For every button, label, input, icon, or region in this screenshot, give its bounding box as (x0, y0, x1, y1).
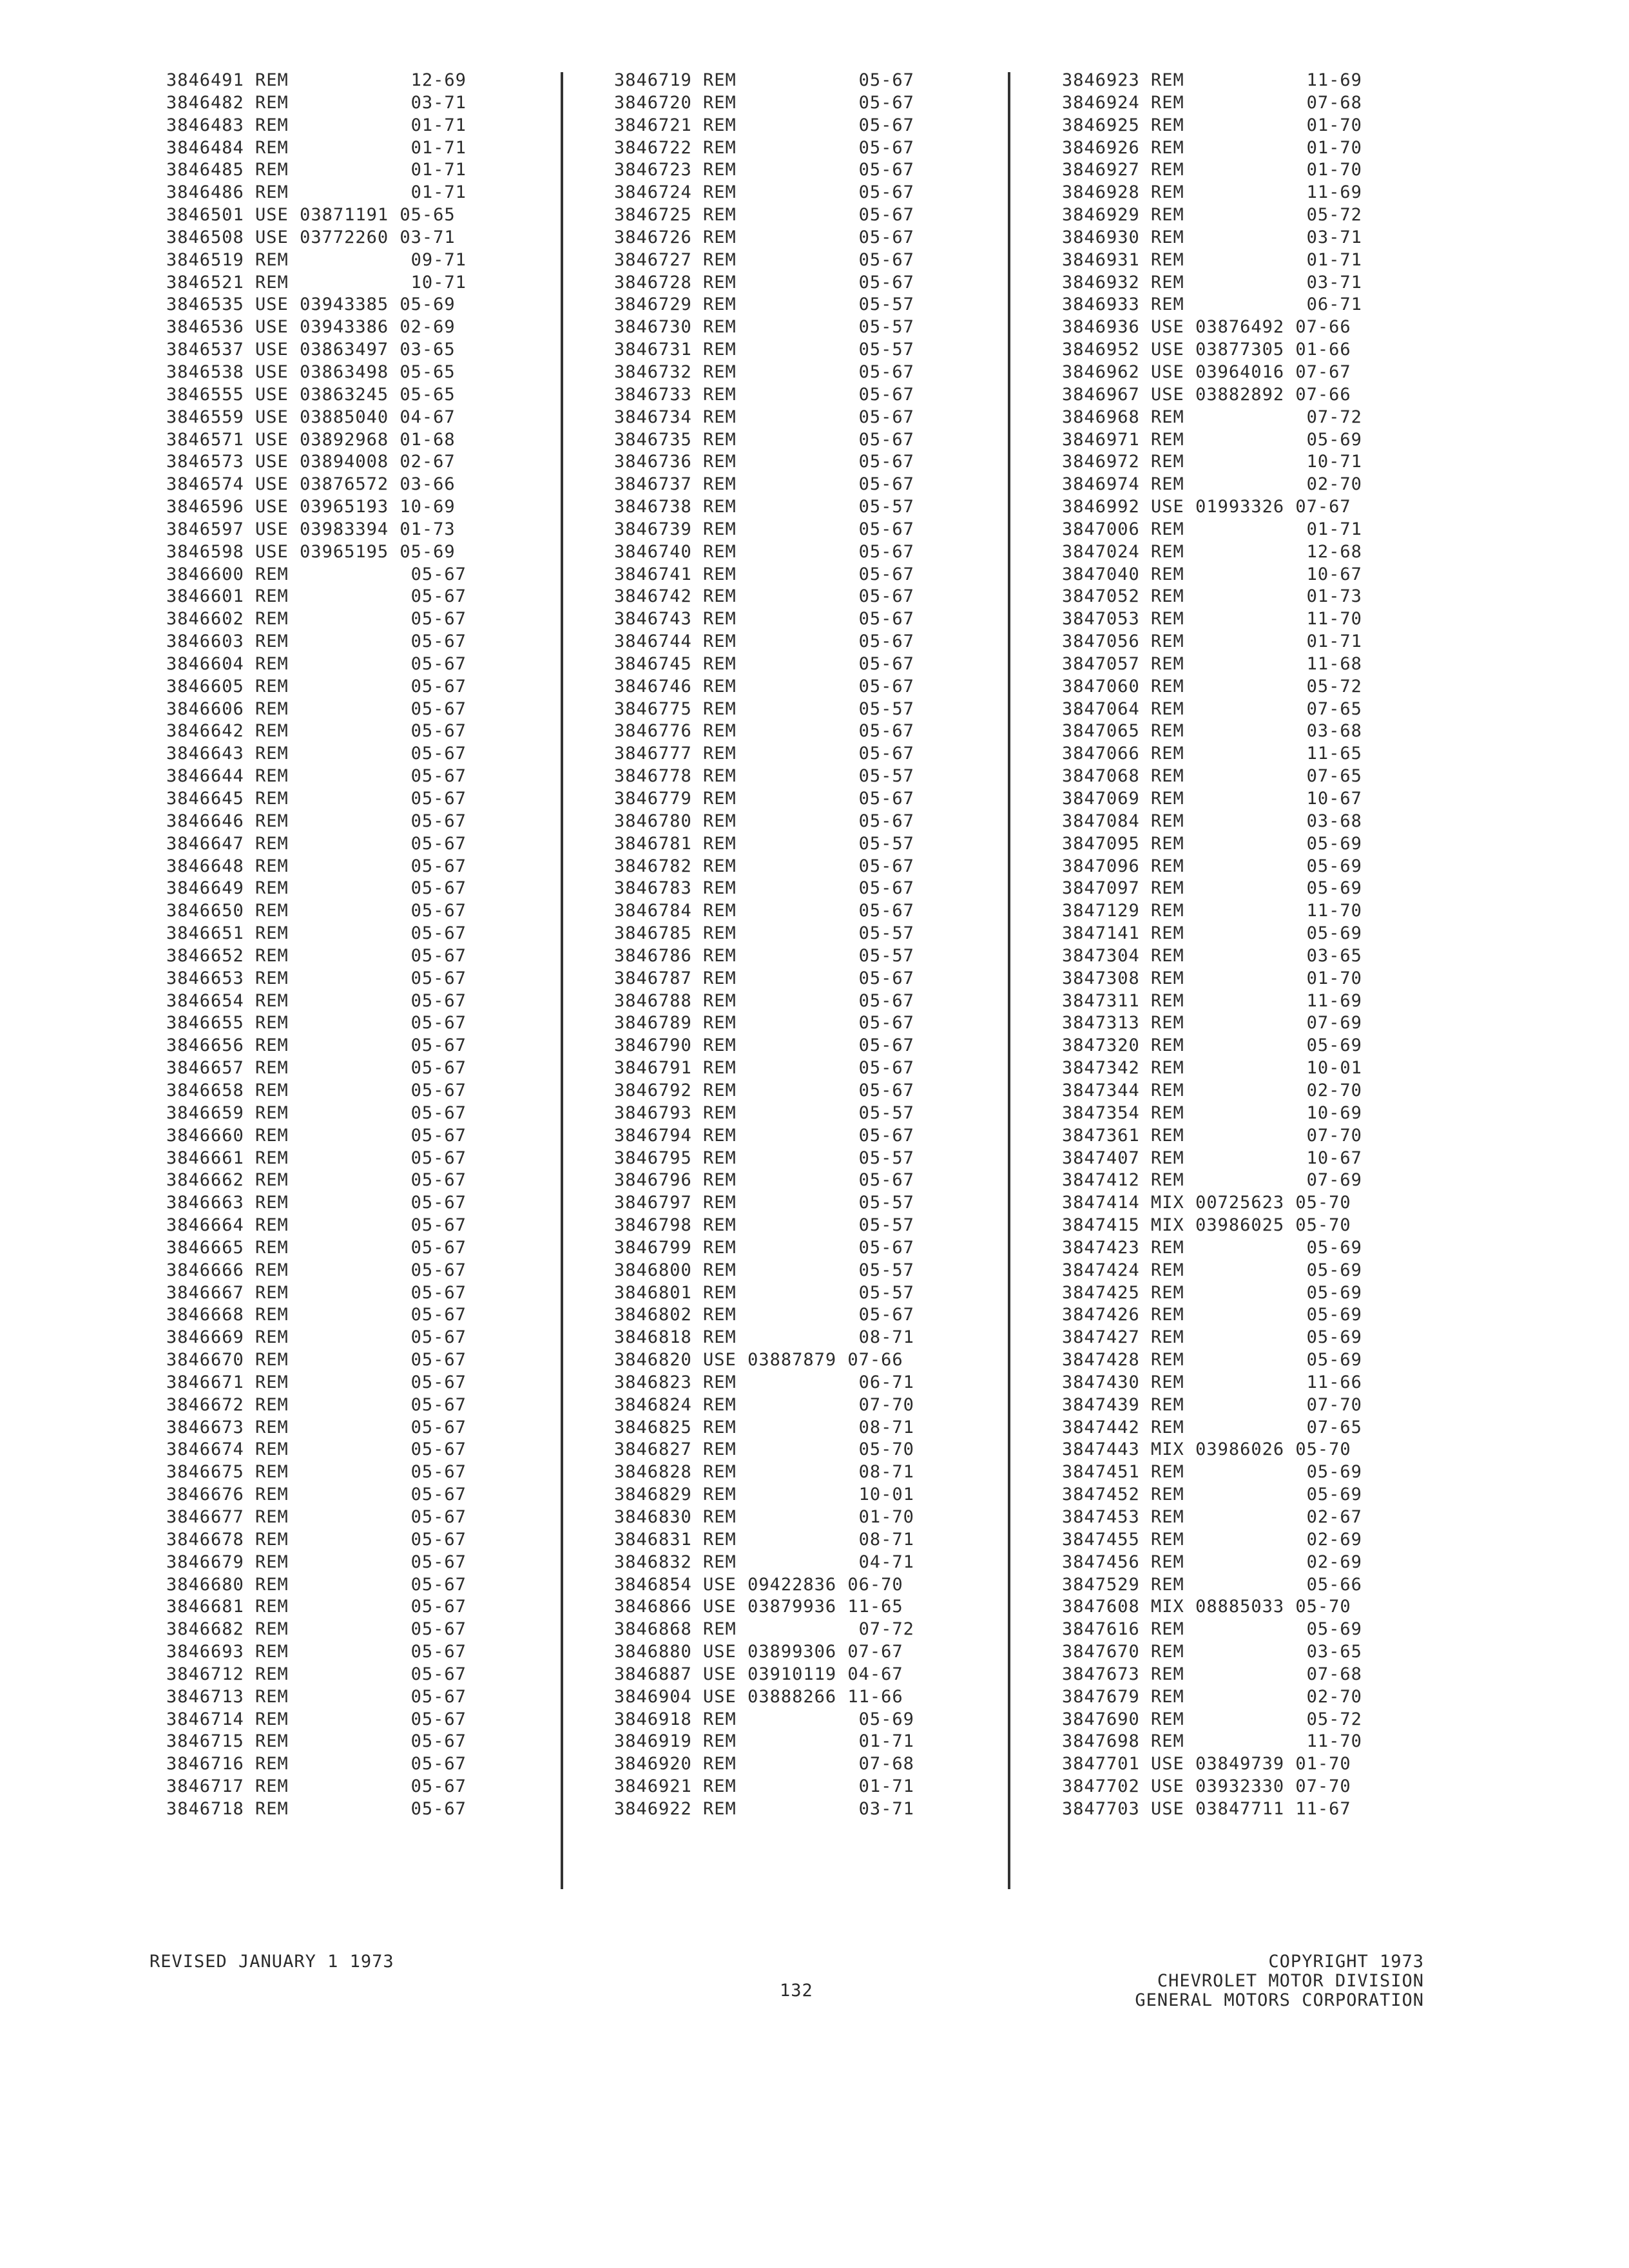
part-entry: 3846785 REM 05-57 (614, 923, 914, 944)
part-entry: 3846728 REM 05-67 (614, 272, 914, 293)
part-entry: 3846793 REM 05-57 (614, 1102, 914, 1123)
part-entry: 3847304 REM 03-65 (1062, 945, 1362, 966)
part-entry: 3846790 REM 05-67 (614, 1035, 914, 1056)
part-entry: 3846606 REM 05-67 (166, 698, 467, 719)
part-entry: 3847443 MIX 03986026 05-70 (1062, 1439, 1351, 1460)
part-entry: 3846962 USE 03964016 07-67 (1062, 361, 1351, 382)
part-entry: 3847064 REM 07-65 (1062, 698, 1362, 719)
part-entry: 3846555 USE 03863245 05-65 (166, 384, 456, 405)
part-entry: 3846801 REM 05-57 (614, 1282, 914, 1303)
part-entry: 3846602 REM 05-67 (166, 609, 467, 629)
part-entry: 3846787 REM 05-67 (614, 968, 914, 988)
part-entry: 3846738 REM 05-57 (614, 497, 914, 517)
part-entry: 3846719 REM 05-67 (614, 70, 914, 90)
part-entry: 3846597 USE 03983394 01-73 (166, 519, 456, 539)
part-entry: 3846739 REM 05-67 (614, 519, 914, 539)
part-entry: 3846731 REM 05-57 (614, 340, 914, 360)
part-entry: 3846932 REM 03-71 (1062, 272, 1362, 293)
part-entry: 3846830 REM 01-70 (614, 1507, 914, 1527)
part-entry: 3847690 REM 05-72 (1062, 1709, 1362, 1729)
part-entry: 3846796 REM 05-67 (614, 1170, 914, 1191)
part-entry: 3846971 REM 05-69 (1062, 429, 1362, 450)
part-entry: 3846972 REM 10-71 (1062, 452, 1362, 472)
part-entry: 3846779 REM 05-67 (614, 789, 914, 809)
column-divider (1008, 72, 1010, 1889)
part-entry: 3847069 REM 10-67 (1062, 789, 1362, 809)
part-entry: 3846660 REM 05-67 (166, 1125, 467, 1146)
part-entry: 3846795 REM 05-57 (614, 1148, 914, 1168)
part-entry: 3846723 REM 05-67 (614, 160, 914, 180)
part-entry: 3847428 REM 05-69 (1062, 1350, 1362, 1370)
part-entry: 3846926 REM 01-70 (1062, 137, 1362, 158)
part-entry: 3846936 USE 03876492 07-66 (1062, 317, 1351, 338)
part-entry: 3846573 USE 03894008 02-67 (166, 452, 456, 472)
part-entry: 3847423 REM 05-69 (1062, 1237, 1362, 1258)
part-entry: 3846974 REM 02-70 (1062, 474, 1362, 495)
part-entry: 3846521 REM 10-71 (166, 272, 467, 293)
part-entry: 3846727 REM 05-67 (614, 249, 914, 270)
part-entry: 3846799 REM 05-67 (614, 1237, 914, 1258)
part-entry: 3847068 REM 07-65 (1062, 766, 1362, 787)
part-entry: 3847452 REM 05-69 (1062, 1485, 1362, 1505)
part-entry: 3847024 REM 12-68 (1062, 541, 1362, 562)
part-entry: 3846827 REM 05-70 (614, 1439, 914, 1460)
part-entry: 3846538 USE 03863498 05-65 (166, 361, 456, 382)
part-entry: 3846648 REM 05-67 (166, 856, 467, 876)
part-entry: 3846924 REM 07-68 (1062, 92, 1362, 113)
part-entry: 3846921 REM 01-71 (614, 1776, 914, 1797)
part-entry: 3846663 REM 05-67 (166, 1193, 467, 1213)
part-entry: 3846824 REM 07-70 (614, 1394, 914, 1415)
part-entry: 3846482 REM 03-71 (166, 92, 467, 113)
part-entry: 3846952 USE 03877305 01-66 (1062, 340, 1351, 360)
part-entry: 3846791 REM 05-67 (614, 1058, 914, 1079)
part-entry: 3846656 REM 05-67 (166, 1035, 467, 1056)
part-entry: 3846722 REM 05-67 (614, 137, 914, 158)
parts-column-2 (614, 70, 914, 1821)
part-entry: 3846678 REM 05-67 (166, 1529, 467, 1550)
part-entry: 3846788 REM 05-67 (614, 990, 914, 1011)
revised-date: REVISED JANUARY 1 1973 (149, 1952, 394, 1972)
part-entry: 3846933 REM 06-71 (1062, 294, 1362, 315)
part-entry: 3846677 REM 05-67 (166, 1507, 467, 1527)
part-entry: 3847342 REM 10-01 (1062, 1058, 1362, 1079)
part-entry: 3846831 REM 08-71 (614, 1529, 914, 1550)
part-entry: 3847430 REM 11-66 (1062, 1372, 1362, 1392)
division-line: CHEVROLET MOTOR DIVISION (1157, 1971, 1424, 1991)
part-entry: 3846778 REM 05-57 (614, 766, 914, 787)
corporation-line: GENERAL MOTORS CORPORATION (1135, 1990, 1424, 2010)
part-entry: 3847412 REM 07-69 (1062, 1170, 1362, 1191)
part-entry: 3847616 REM 05-69 (1062, 1619, 1362, 1640)
part-entry: 3847006 REM 01-71 (1062, 519, 1362, 539)
part-entry: 3846665 REM 05-67 (166, 1237, 467, 1258)
part-entry: 3846802 REM 05-67 (614, 1305, 914, 1325)
part-entry: 3846661 REM 05-67 (166, 1148, 467, 1168)
part-entry: 3846659 REM 05-67 (166, 1102, 467, 1123)
part-entry: 3847052 REM 01-73 (1062, 586, 1362, 607)
part-entry: 3847529 REM 05-66 (1062, 1574, 1362, 1595)
part-entry: 3846679 REM 05-67 (166, 1552, 467, 1572)
part-entry: 3846645 REM 05-67 (166, 789, 467, 809)
part-entry: 3846712 REM 05-67 (166, 1664, 467, 1684)
part-entry: 3846485 REM 01-71 (166, 160, 467, 180)
part-entry: 3846732 REM 05-67 (614, 361, 914, 382)
part-entry: 3847057 REM 11-68 (1062, 653, 1362, 674)
part-entry: 3847129 REM 11-70 (1062, 901, 1362, 921)
part-entry: 3846681 REM 05-67 (166, 1597, 467, 1617)
part-entry: 3846820 USE 03887879 07-66 (614, 1350, 903, 1370)
part-entry: 3847426 REM 05-69 (1062, 1305, 1362, 1325)
part-entry: 3846574 USE 03876572 03-66 (166, 474, 456, 495)
part-entry: 3846670 REM 05-67 (166, 1350, 467, 1370)
part-entry: 3846798 REM 05-57 (614, 1215, 914, 1236)
part-entry: 3846733 REM 05-67 (614, 384, 914, 405)
copyright-line: COPYRIGHT 1973 (1268, 1952, 1424, 1972)
part-entry: 3846776 REM 05-67 (614, 721, 914, 742)
part-entry: 3846650 REM 05-67 (166, 901, 467, 921)
part-entry: 3847608 MIX 08885033 05-70 (1062, 1597, 1351, 1617)
parts-column-3 (1062, 70, 1362, 1821)
part-entry: 3846655 REM 05-67 (166, 1013, 467, 1033)
part-entry: 3846647 REM 05-67 (166, 833, 467, 854)
part-entry: 3846666 REM 05-67 (166, 1260, 467, 1280)
part-entry: 3846600 REM 05-67 (166, 564, 467, 584)
part-entry: 3847451 REM 05-69 (1062, 1462, 1362, 1483)
part-entry: 3846601 REM 05-67 (166, 586, 467, 607)
part-entry: 3846929 REM 05-72 (1062, 205, 1362, 226)
part-entry: 3847141 REM 05-69 (1062, 923, 1362, 944)
part-entry: 3846783 REM 05-67 (614, 878, 914, 899)
part-entry: 3846667 REM 05-67 (166, 1282, 467, 1303)
part-entry: 3846671 REM 05-67 (166, 1372, 467, 1392)
part-entry: 3846781 REM 05-57 (614, 833, 914, 854)
part-entry: 3846792 REM 05-67 (614, 1080, 914, 1100)
part-entry: 3846868 REM 07-72 (614, 1619, 914, 1640)
part-entry: 3846992 USE 01993326 07-67 (1062, 497, 1351, 517)
part-entry: 3846669 REM 05-67 (166, 1327, 467, 1348)
part-entry: 3846923 REM 11-69 (1062, 70, 1362, 90)
parts-column-1 (166, 70, 467, 1821)
part-entry: 3847679 REM 02-70 (1062, 1686, 1362, 1707)
part-entry: 3846571 USE 03892968 01-68 (166, 429, 456, 450)
part-entry: 3846729 REM 05-57 (614, 294, 914, 315)
part-entry: 3846484 REM 01-71 (166, 137, 467, 158)
part-entry: 3846675 REM 05-67 (166, 1462, 467, 1483)
part-entry: 3847453 REM 02-67 (1062, 1507, 1362, 1527)
part-entry: 3847053 REM 11-70 (1062, 609, 1362, 629)
part-entry: 3846680 REM 05-67 (166, 1574, 467, 1595)
part-entry: 3846713 REM 05-67 (166, 1686, 467, 1707)
part-entry: 3846643 REM 05-67 (166, 744, 467, 764)
part-entry: 3846736 REM 05-67 (614, 452, 914, 472)
part-entry: 3846642 REM 05-67 (166, 721, 467, 742)
part-entry: 3847344 REM 02-70 (1062, 1080, 1362, 1100)
part-entry: 3847702 USE 03932330 07-70 (1062, 1776, 1351, 1797)
part-entry: 3846818 REM 08-71 (614, 1327, 914, 1348)
part-entry: 3846508 USE 03772260 03-71 (166, 227, 456, 247)
part-entry: 3846904 USE 03888266 11-66 (614, 1686, 903, 1707)
part-entry: 3846657 REM 05-67 (166, 1058, 467, 1079)
part-entry: 3846726 REM 05-67 (614, 227, 914, 247)
part-entry: 3846740 REM 05-67 (614, 541, 914, 562)
part-entry: 3846596 USE 03965193 10-69 (166, 497, 456, 517)
part-entry: 3846742 REM 05-67 (614, 586, 914, 607)
part-entry: 3846744 REM 05-67 (614, 631, 914, 652)
part-entry: 3847414 MIX 00725623 05-70 (1062, 1193, 1351, 1213)
part-entry: 3846734 REM 05-67 (614, 407, 914, 427)
part-entry: 3846920 REM 07-68 (614, 1754, 914, 1774)
part-entry: 3847040 REM 10-67 (1062, 564, 1362, 584)
part-entry: 3847439 REM 07-70 (1062, 1394, 1362, 1415)
part-entry: 3846930 REM 03-71 (1062, 227, 1362, 247)
part-entry: 3846743 REM 05-67 (614, 609, 914, 629)
part-entry: 3846794 REM 05-67 (614, 1125, 914, 1146)
part-entry: 3846880 USE 03899306 07-67 (614, 1642, 903, 1662)
part-entry: 3846668 REM 05-67 (166, 1305, 467, 1325)
part-entry: 3846718 REM 05-67 (166, 1798, 467, 1819)
part-entry: 3846928 REM 11-69 (1062, 182, 1362, 203)
part-entry: 3847084 REM 03-68 (1062, 811, 1362, 831)
part-entry: 3846825 REM 08-71 (614, 1417, 914, 1437)
part-entry: 3846693 REM 05-67 (166, 1642, 467, 1662)
part-entry: 3846968 REM 07-72 (1062, 407, 1362, 427)
part-entry: 3846559 USE 03885040 04-67 (166, 407, 456, 427)
part-entry: 3847455 REM 02-69 (1062, 1529, 1362, 1550)
part-entry: 3846716 REM 05-67 (166, 1754, 467, 1774)
part-entry: 3847361 REM 07-70 (1062, 1125, 1362, 1146)
part-entry: 3846887 USE 03910119 04-67 (614, 1664, 903, 1684)
part-entry: 3846674 REM 05-67 (166, 1439, 467, 1460)
part-entry: 3846782 REM 05-67 (614, 856, 914, 876)
part-entry: 3846927 REM 01-70 (1062, 160, 1362, 180)
part-entry: 3846741 REM 05-67 (614, 564, 914, 584)
part-entry: 3846604 REM 05-67 (166, 653, 467, 674)
part-entry: 3846789 REM 05-67 (614, 1013, 914, 1033)
part-entry: 3846918 REM 05-69 (614, 1709, 914, 1729)
part-entry: 3846491 REM 12-69 (166, 70, 467, 90)
part-entry: 3846652 REM 05-67 (166, 945, 467, 966)
part-entry: 3847065 REM 03-68 (1062, 721, 1362, 742)
part-entry: 3846777 REM 05-67 (614, 744, 914, 764)
part-entry: 3846658 REM 05-67 (166, 1080, 467, 1100)
part-entry: 3846598 USE 03965195 05-69 (166, 541, 456, 562)
part-entry: 3846486 REM 01-71 (166, 182, 467, 203)
part-entry: 3846967 USE 03882892 07-66 (1062, 384, 1351, 405)
part-entry: 3846483 REM 01-71 (166, 115, 467, 135)
part-entry: 3847673 REM 07-68 (1062, 1664, 1362, 1684)
part-entry: 3847097 REM 05-69 (1062, 878, 1362, 899)
part-entry: 3846745 REM 05-67 (614, 653, 914, 674)
part-entry: 3847311 REM 11-69 (1062, 990, 1362, 1011)
part-entry: 3846662 REM 05-67 (166, 1170, 467, 1191)
part-entry: 3847415 MIX 03986025 05-70 (1062, 1215, 1351, 1236)
part-entry: 3846535 USE 03943385 05-69 (166, 294, 456, 315)
part-entry: 3847096 REM 05-69 (1062, 856, 1362, 876)
part-entry: 3847313 REM 07-69 (1062, 1013, 1362, 1033)
page-number: 132 (780, 1981, 813, 2001)
part-entry: 3846605 REM 05-67 (166, 676, 467, 697)
part-entry: 3846724 REM 05-67 (614, 182, 914, 203)
part-entry: 3846537 USE 03863497 03-65 (166, 340, 456, 360)
part-entry: 3846866 USE 03879936 11-65 (614, 1597, 903, 1617)
part-entry: 3846649 REM 05-67 (166, 878, 467, 899)
part-entry: 3847095 REM 05-69 (1062, 833, 1362, 854)
part-entry: 3846644 REM 05-67 (166, 766, 467, 787)
part-entry: 3846775 REM 05-57 (614, 698, 914, 719)
part-entry: 3846786 REM 05-57 (614, 945, 914, 966)
part-entry: 3846653 REM 05-67 (166, 968, 467, 988)
part-entry: 3846784 REM 05-67 (614, 901, 914, 921)
part-entry: 3846714 REM 05-67 (166, 1709, 467, 1729)
part-entry: 3847703 USE 03847711 11-67 (1062, 1798, 1351, 1819)
part-entry: 3847424 REM 05-69 (1062, 1260, 1362, 1280)
part-entry: 3846780 REM 05-67 (614, 811, 914, 831)
part-entry: 3846672 REM 05-67 (166, 1394, 467, 1415)
part-entry: 3847701 USE 03849739 01-70 (1062, 1754, 1351, 1774)
part-entry: 3846832 REM 04-71 (614, 1552, 914, 1572)
part-entry: 3846720 REM 05-67 (614, 92, 914, 113)
part-entry: 3847056 REM 01-71 (1062, 631, 1362, 652)
part-entry: 3847442 REM 07-65 (1062, 1417, 1362, 1437)
part-entry: 3847427 REM 05-69 (1062, 1327, 1362, 1348)
part-entry: 3847060 REM 05-72 (1062, 676, 1362, 697)
part-entry: 3846737 REM 05-67 (614, 474, 914, 495)
part-entry: 3847308 REM 01-70 (1062, 968, 1362, 988)
column-divider (561, 72, 563, 1889)
part-entry: 3846800 REM 05-57 (614, 1260, 914, 1280)
part-entry: 3846654 REM 05-67 (166, 990, 467, 1011)
part-entry: 3846829 REM 10-01 (614, 1485, 914, 1505)
part-entry: 3846519 REM 09-71 (166, 249, 467, 270)
part-entry: 3846922 REM 03-71 (614, 1798, 914, 1819)
part-entry: 3846735 REM 05-67 (614, 429, 914, 450)
part-entry: 3846673 REM 05-67 (166, 1417, 467, 1437)
part-entry: 3846746 REM 05-67 (614, 676, 914, 697)
part-entry: 3846501 USE 03871191 05-65 (166, 205, 456, 226)
part-entry: 3846664 REM 05-67 (166, 1215, 467, 1236)
part-entry: 3846730 REM 05-57 (614, 317, 914, 338)
part-entry: 3847407 REM 10-67 (1062, 1148, 1362, 1168)
part-entry: 3847456 REM 02-69 (1062, 1552, 1362, 1572)
part-entry: 3846721 REM 05-67 (614, 115, 914, 135)
part-entry: 3846725 REM 05-67 (614, 205, 914, 226)
part-entry: 3847670 REM 03-65 (1062, 1642, 1362, 1662)
part-entry: 3846919 REM 01-71 (614, 1731, 914, 1752)
part-entry: 3846717 REM 05-67 (166, 1776, 467, 1797)
part-entry: 3846676 REM 05-67 (166, 1485, 467, 1505)
part-entry: 3846854 USE 09422836 06-70 (614, 1574, 903, 1595)
part-entry: 3847425 REM 05-69 (1062, 1282, 1362, 1303)
part-entry: 3847698 REM 11-70 (1062, 1731, 1362, 1752)
copyright-block (1135, 1952, 1424, 2010)
part-entry: 3846682 REM 05-67 (166, 1619, 467, 1640)
part-entry: 3846651 REM 05-67 (166, 923, 467, 944)
part-entry: 3847354 REM 10-69 (1062, 1102, 1362, 1123)
part-entry: 3846931 REM 01-71 (1062, 249, 1362, 270)
part-entry: 3846603 REM 05-67 (166, 631, 467, 652)
part-entry: 3846646 REM 05-67 (166, 811, 467, 831)
part-entry: 3846828 REM 08-71 (614, 1462, 914, 1483)
part-entry: 3846797 REM 05-57 (614, 1193, 914, 1213)
part-entry: 3846823 REM 06-71 (614, 1372, 914, 1392)
part-entry: 3847066 REM 11-65 (1062, 744, 1362, 764)
part-entry: 3847320 REM 05-69 (1062, 1035, 1362, 1056)
part-entry: 3846715 REM 05-67 (166, 1731, 467, 1752)
part-entry: 3846536 USE 03943386 02-69 (166, 317, 456, 338)
part-entry: 3846925 REM 01-70 (1062, 115, 1362, 135)
